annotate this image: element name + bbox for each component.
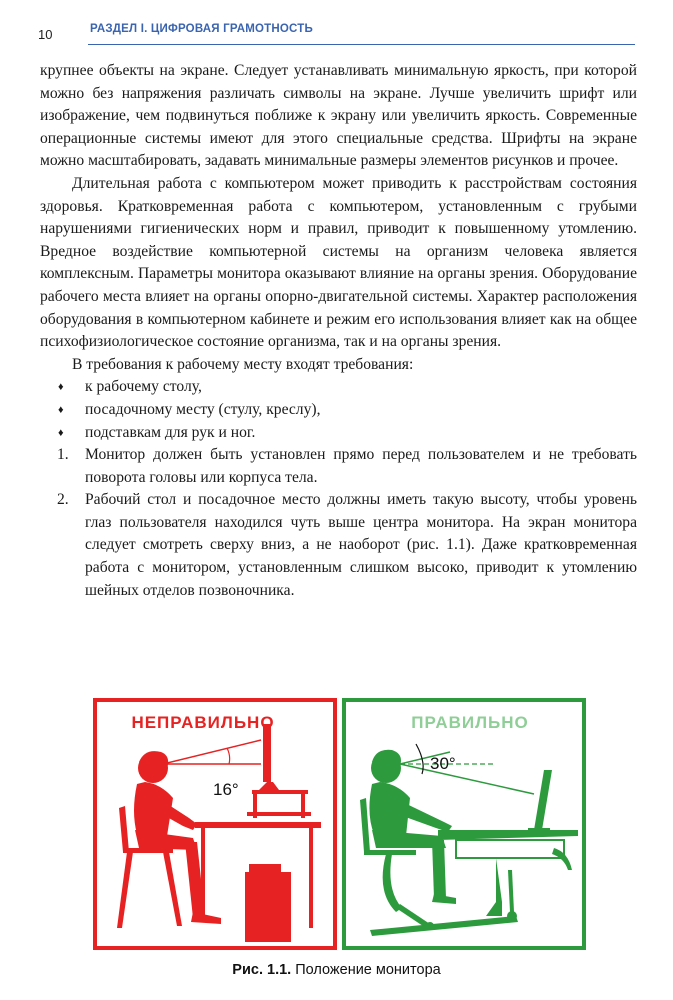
bullet-icon: ♦ xyxy=(58,403,64,416)
wrong-angle-label: 16° xyxy=(213,780,239,799)
panel-wrong xyxy=(93,698,337,950)
paragraph-2: Длительная работа с компьютером может приводить к расстройствам состояния здоровья. Кратковременная работа с компьютером, установленным с грубыми нарушениями гигиенических норм и правил, приводит к повышенному утомлению. Вредное воздействие компьютерной системы на организм человека является комплексным. Параметры монитора оказывают влияние на органы зрения. Оборудование рабочего места влияет на органы опорно-двигательной системы. Характер расположения оборудования в компьютерном кабинете и режим его использования влияет как на общее психофизиологическое состояние организма, так и на органы зрения. xyxy=(40,174,637,351)
section-title: РАЗДЕЛ I. ЦИФРОВАЯ ГРАМОТНОСТЬ xyxy=(90,23,313,35)
figure-caption xyxy=(0,962,673,978)
right-label: ПРАВИЛЬНО xyxy=(411,713,529,732)
list-item-text: Рабочий стол и посадочное место должны иметь такую высоту, чтобы уровень глаз пользователя находился чуть выше центра монитора. На экран монитора следует смотреть сверху вниз, а не наоборот (рис. 1.1). Даже кратковременная работа с монитором, установленным слишком высоко, приводит к утомлению шейных отделов позвоночника. xyxy=(85,491,637,599)
list-item-text: подставкам для рук и ног. xyxy=(85,423,256,441)
page-number: 10 xyxy=(38,27,53,42)
body-text xyxy=(40,60,637,602)
list-item xyxy=(40,489,637,602)
caption-text: Положение монитора xyxy=(291,962,441,978)
list-item-text: к рабочему столу, xyxy=(85,378,202,396)
right-angle-label: 30° xyxy=(430,754,456,773)
right-posture-illustration xyxy=(346,702,582,946)
numbered-list xyxy=(40,444,637,602)
bullet-icon: ♦ xyxy=(58,381,64,394)
list-item-text: Монитор должен быть установлен прямо перед пользователем и не требовать поворота головы или корпуса тела. xyxy=(85,446,637,486)
bullet-list xyxy=(40,376,637,444)
caption-number: Рис. 1.1. xyxy=(232,962,292,978)
list-item xyxy=(40,422,637,445)
list-item xyxy=(40,376,637,399)
list-number: 1. xyxy=(57,446,69,464)
list-item-text: посадочному месту (стулу, креслу), xyxy=(85,400,321,418)
figure-monitor-position xyxy=(93,698,586,950)
list-item xyxy=(40,399,637,422)
panel-right xyxy=(342,698,586,950)
requirements-lead: В требования к рабочему месту входят требования: xyxy=(72,355,414,373)
header-rule xyxy=(88,44,635,45)
bullet-icon: ♦ xyxy=(58,426,64,439)
wrong-label: НЕПРАВИЛЬНО xyxy=(131,713,275,732)
list-item xyxy=(40,444,637,489)
wrong-posture-illustration xyxy=(97,702,333,946)
paragraph-1: крупнее объекты на экране. Следует устанавливать минимальную яркость, при которой можно без напряжения различать символы на экране. Лучше увеличить шрифт или изображение, чем подвинуться поближе к экрану или увеличить яркость. Современные операционные системы имеют для этого специальные средства. Шрифты на экране можно масштабировать, задавать минимальные размеры элементов рисунков и прочее. xyxy=(40,62,637,170)
list-number: 2. xyxy=(57,491,69,509)
